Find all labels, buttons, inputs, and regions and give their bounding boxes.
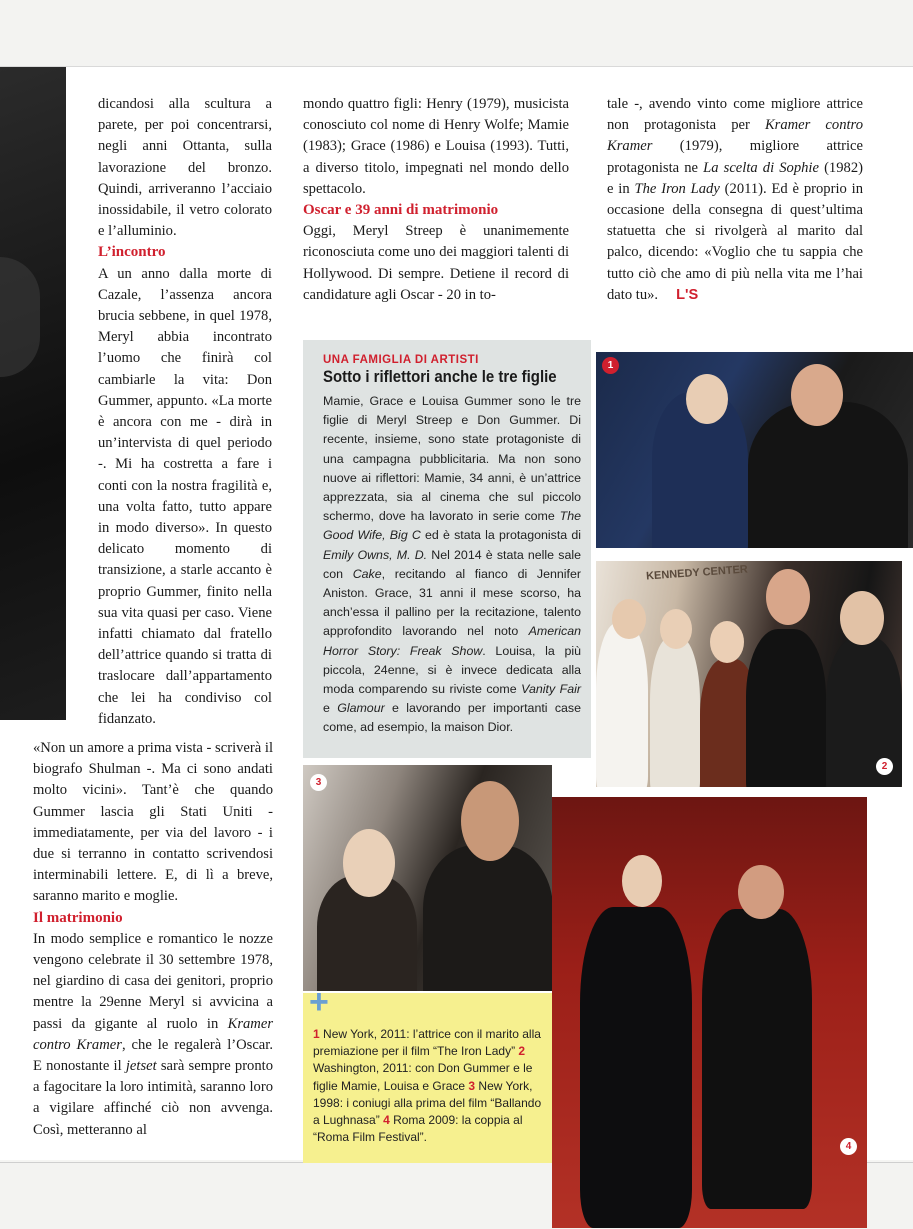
face	[612, 599, 646, 639]
left-edge-photo	[0, 67, 66, 720]
photo-caption-box	[303, 983, 552, 1163]
face	[660, 609, 692, 649]
background-sign: KENNEDY CENTER	[645, 563, 749, 583]
figure-man	[748, 402, 908, 548]
photo-1-couple	[596, 352, 913, 548]
plus-icon: +	[309, 983, 329, 1021]
paragraph: mondo quattro figli: Henry (1979), musicista conosciuto col nome di Henry Wolfe; Mamie (1983); Grace (1986) e Louisa (1993). Tutti, a diverso titolo, impegnati nel mondo dello spettacolo.	[303, 96, 569, 197]
paragraph: tale -, avendo vinto come migliore attrice non protagonista per Kramer contro Kramer (1979), migliore attrice protagonista ne La scelta di Sophie (1982) e in The Iron Lady (2011). Ed è proprio in occasione della consegna di quest’ultima statuetta che si rivolgerà al marito dal palco, dicendo: «Voglio che tu sappia che tutto ciò che amo di più nella vita me l’hai dato tu». L'S	[607, 94, 863, 306]
face	[622, 855, 662, 907]
face	[766, 569, 810, 625]
article-column-3	[607, 94, 863, 306]
subheading-matrimonio: Il matrimonio	[33, 909, 123, 926]
face	[343, 829, 395, 897]
photo-number-4: 4	[840, 1138, 857, 1155]
top-margin	[0, 0, 913, 67]
figure	[746, 629, 826, 787]
photo-number-3: 3	[310, 774, 327, 791]
photo-2-family	[596, 561, 902, 787]
photo-4-red-carpet	[552, 797, 867, 1228]
figure-woman-gown	[580, 907, 692, 1228]
box-kicker: UNA FAMIGLIA DI ARTISTI	[323, 354, 479, 366]
paragraph: Oggi, Meryl Streep è unanimemente riconosciuta come uno dei maggiori talenti di Hollywood. Di sempre. Detiene il record di candidature agli Oscar - 20 in to-	[303, 223, 569, 303]
box-body: Mamie, Grace e Louisa Gummer sono le tre figlie di Meryl Streep e Don Gummer. Di recente, insieme, sono state protagoniste di una campagna pubblicitaria. Ma non sono nuove ai riflettori: Mamie, 34 anni, è un’attrice apprezzata, sia al cinema che sul piccolo schermo, dove ha lavorato in serie come The Good Wife, Big C ed è stata la protagonista di Emily Owns, M. D. Nel 2014 è stata nelle sale con Cake, recitando al fianco di Jennifer Aniston. Grace, 31 anni il mese scorso, ha anch’essa il pallino per la recitazione, talento approfondito lavorando nel noto American Horror Story: Freak Show. Louisa, la più piccola, 24enne, si è invece dedicata alla moda comparendo su riviste come Vanity Fair e Glamour e lavorando per importanti case come, ad esempio, la maison Dior.	[323, 394, 582, 735]
article-column-1-lower	[33, 738, 273, 1141]
photo-3-couple-1998	[303, 765, 552, 991]
subheading-incontro: L’incontro	[98, 244, 166, 261]
figure	[596, 623, 648, 787]
paragraph: A un anno dalla morte di Cazale, l’assenza ancora brucia sebbene, in quel 1978, Meryl abbia incontrato l’uomo che finirà col cambiarle la vita: Don Gummer, appunto. «La morte è ancora con me - dirà in un’intervista di quel periodo -. Mi ha costretta a fare i conti con la nostra fragilità e, una volta fatto, tutto appare in modo diverso». In questo delicato momento di transizione, a starle accanto è proprio Gummer, finito nella sua vita quasi per caso. Viene infatti chiamato dal fratello dell’attrice quando si tratta di traslocare dall’appartamento che lei ha condiviso col fidanzato.	[98, 265, 272, 727]
face	[686, 374, 728, 424]
subheading-oscar: Oscar e 39 anni di matrimonio	[303, 202, 499, 219]
face	[710, 621, 744, 663]
paragraph: «Non un amore a prima vista - scriverà il biografo Shulman -. Ma ci sono andati molto vicini». Tant’è che quando Gummer lascia gli Stati Uniti - immediatamente, per via del lavoro - i due si terranno in contatto scrivendosi interminabili lettere. E, di lì a breve, saranno marito e moglie.	[33, 740, 273, 905]
article-column-2	[303, 94, 569, 306]
caption-text: 1 New York, 2011: l’attrice con il marito alla premiazione per il film “The Iron Lady” 2 Washington, 2011: con Don Gummer e le figlie Mamie, Louisa e Grace 3 New York, 1998: i coniugi alla prima del film “Ballando a Lughnasa” 4 Roma 2009: la coppia al “Roma Film Festival”.	[313, 1027, 542, 1145]
face	[461, 781, 519, 861]
face	[840, 591, 884, 645]
paragraph: dicandosi alla scultura a parete, per poi concentrarsi, negli anni Ottanta, sulla lavorazione del bronzo. Quindi, arriveranno l’acciaio inossidabile, il vetro colorato e l’alluminio.	[98, 96, 272, 240]
photo-number-2: 2	[876, 758, 893, 775]
sidebar-box-family	[303, 340, 591, 758]
box-title: Sotto i riflettori anche le tre figlie	[323, 367, 557, 386]
figure-man	[423, 845, 552, 991]
end-mark-icon: L'S	[676, 286, 699, 303]
figure	[650, 637, 700, 787]
face	[738, 865, 784, 919]
face	[791, 364, 843, 426]
photo-number-1: 1	[602, 357, 619, 374]
paragraph: In modo semplice e romantico le nozze vengono celebrate il 30 settembre 1978, nel giardino di casa dei genitori, proprio mentre la 29enne Meryl si avvicina a passi da gigante al ruolo in Kramer contro Kramer, che le regalerà l’Oscar. E nonostante il jetset sarà sempre pronto a fagocitare la loro intimità, saranno loro a vigilare affinché ciò non avvenga. Così, metteranno al	[33, 930, 274, 1138]
figure-man-suit	[702, 909, 812, 1209]
article-column-1	[98, 94, 272, 730]
